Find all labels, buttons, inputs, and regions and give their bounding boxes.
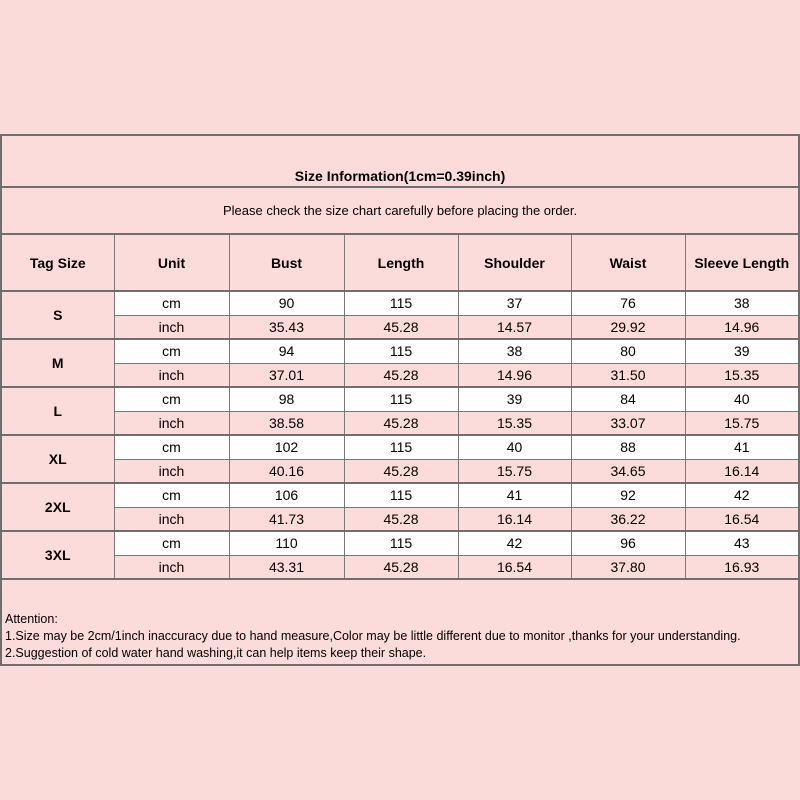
waist-cell: 37.80 [571,555,685,579]
sleeve-length-cell: 14.96 [685,315,799,339]
bust-cell: 40.16 [229,459,344,483]
sleeve-length-cell: 16.93 [685,555,799,579]
bust-cell: 41.73 [229,507,344,531]
waist-cell: 29.92 [571,315,685,339]
length-cell: 45.28 [344,363,458,387]
shoulder-cell: 14.96 [458,363,571,387]
sleeve-length-cell: 39 [685,339,799,363]
tag-size-cell: M [1,339,114,387]
bust-cell: 110 [229,531,344,555]
unit-cell: inch [114,411,229,435]
sleeve-length-cell: 41 [685,435,799,459]
header-unit: Unit [114,234,229,291]
table-row-xl-inch [1,459,799,483]
waist-cell: 34.65 [571,459,685,483]
subtitle-row [1,187,799,234]
attention-line-1: 1.Size may be 2cm/1inch inaccuracy due to hand measure,Color may be little different due to monitor ,thanks for your understanding. [5,629,741,643]
unit-cell: cm [114,339,229,363]
table-title: Size Information(1cm=0.39inch) [1,135,799,187]
header-row [1,234,799,291]
shoulder-cell: 41 [458,483,571,507]
attention-line-2: 2.Suggestion of cold water hand washing,it can help items keep their shape. [5,646,427,660]
unit-cell: cm [114,291,229,315]
sleeve-length-cell: 16.14 [685,459,799,483]
length-cell: 115 [344,291,458,315]
header-length: Length [344,234,458,291]
unit-cell: cm [114,483,229,507]
unit-cell: inch [114,507,229,531]
bust-cell: 90 [229,291,344,315]
title-row [1,135,799,187]
length-cell: 115 [344,339,458,363]
bust-cell: 43.31 [229,555,344,579]
length-cell: 45.28 [344,459,458,483]
length-cell: 115 [344,531,458,555]
table-row-m-inch [1,363,799,387]
length-cell: 115 [344,435,458,459]
unit-cell: inch [114,315,229,339]
shoulder-cell: 15.75 [458,459,571,483]
waist-cell: 36.22 [571,507,685,531]
tag-size-cell: XL [1,435,114,483]
size-chart-table [0,134,800,666]
header-sleeve-length: Sleeve Length [685,234,799,291]
bust-cell: 106 [229,483,344,507]
tag-size-cell: L [1,387,114,435]
tag-size-cell: 2XL [1,483,114,531]
table-row-2xl-inch [1,507,799,531]
unit-cell: cm [114,435,229,459]
header-shoulder: Shoulder [458,234,571,291]
waist-cell: 88 [571,435,685,459]
bust-cell: 98 [229,387,344,411]
sleeve-length-cell: 43 [685,531,799,555]
sleeve-length-cell: 15.75 [685,411,799,435]
header-waist: Waist [571,234,685,291]
bust-cell: 37.01 [229,363,344,387]
unit-cell: cm [114,531,229,555]
shoulder-cell: 16.54 [458,555,571,579]
header-tag-size: Tag Size [1,234,114,291]
table-row-m-cm [1,339,799,363]
table-subtitle: Please check the size chart carefully before placing the order. [1,187,799,234]
table-row-l-cm [1,387,799,411]
bust-cell: 35.43 [229,315,344,339]
shoulder-cell: 16.14 [458,507,571,531]
shoulder-cell: 39 [458,387,571,411]
length-cell: 115 [344,483,458,507]
length-cell: 45.28 [344,315,458,339]
bust-cell: 94 [229,339,344,363]
length-cell: 45.28 [344,507,458,531]
shoulder-cell: 37 [458,291,571,315]
sleeve-length-cell: 38 [685,291,799,315]
unit-cell: inch [114,555,229,579]
waist-cell: 96 [571,531,685,555]
shoulder-cell: 38 [458,339,571,363]
length-cell: 45.28 [344,411,458,435]
table-row-l-inch [1,411,799,435]
table-row-s-cm [1,291,799,315]
header-bust: Bust [229,234,344,291]
tag-size-cell: S [1,291,114,339]
table-row-3xl-inch [1,555,799,579]
sleeve-length-cell: 40 [685,387,799,411]
unit-cell: cm [114,387,229,411]
sleeve-length-cell: 42 [685,483,799,507]
length-cell: 115 [344,387,458,411]
unit-cell: inch [114,363,229,387]
sleeve-length-cell: 15.35 [685,363,799,387]
shoulder-cell: 42 [458,531,571,555]
attention-heading: Attention: [5,612,58,626]
waist-cell: 31.50 [571,363,685,387]
attention-row [1,579,799,665]
table-row-xl-cm [1,435,799,459]
bust-cell: 38.58 [229,411,344,435]
tag-size-cell: 3XL [1,531,114,579]
waist-cell: 84 [571,387,685,411]
table-row-2xl-cm [1,483,799,507]
bust-cell: 102 [229,435,344,459]
waist-cell: 80 [571,339,685,363]
table-row-s-inch [1,315,799,339]
table-row-3xl-cm [1,531,799,555]
shoulder-cell: 14.57 [458,315,571,339]
shoulder-cell: 15.35 [458,411,571,435]
sleeve-length-cell: 16.54 [685,507,799,531]
unit-cell: inch [114,459,229,483]
length-cell: 45.28 [344,555,458,579]
shoulder-cell: 40 [458,435,571,459]
waist-cell: 76 [571,291,685,315]
attention-note [1,579,799,665]
waist-cell: 92 [571,483,685,507]
waist-cell: 33.07 [571,411,685,435]
